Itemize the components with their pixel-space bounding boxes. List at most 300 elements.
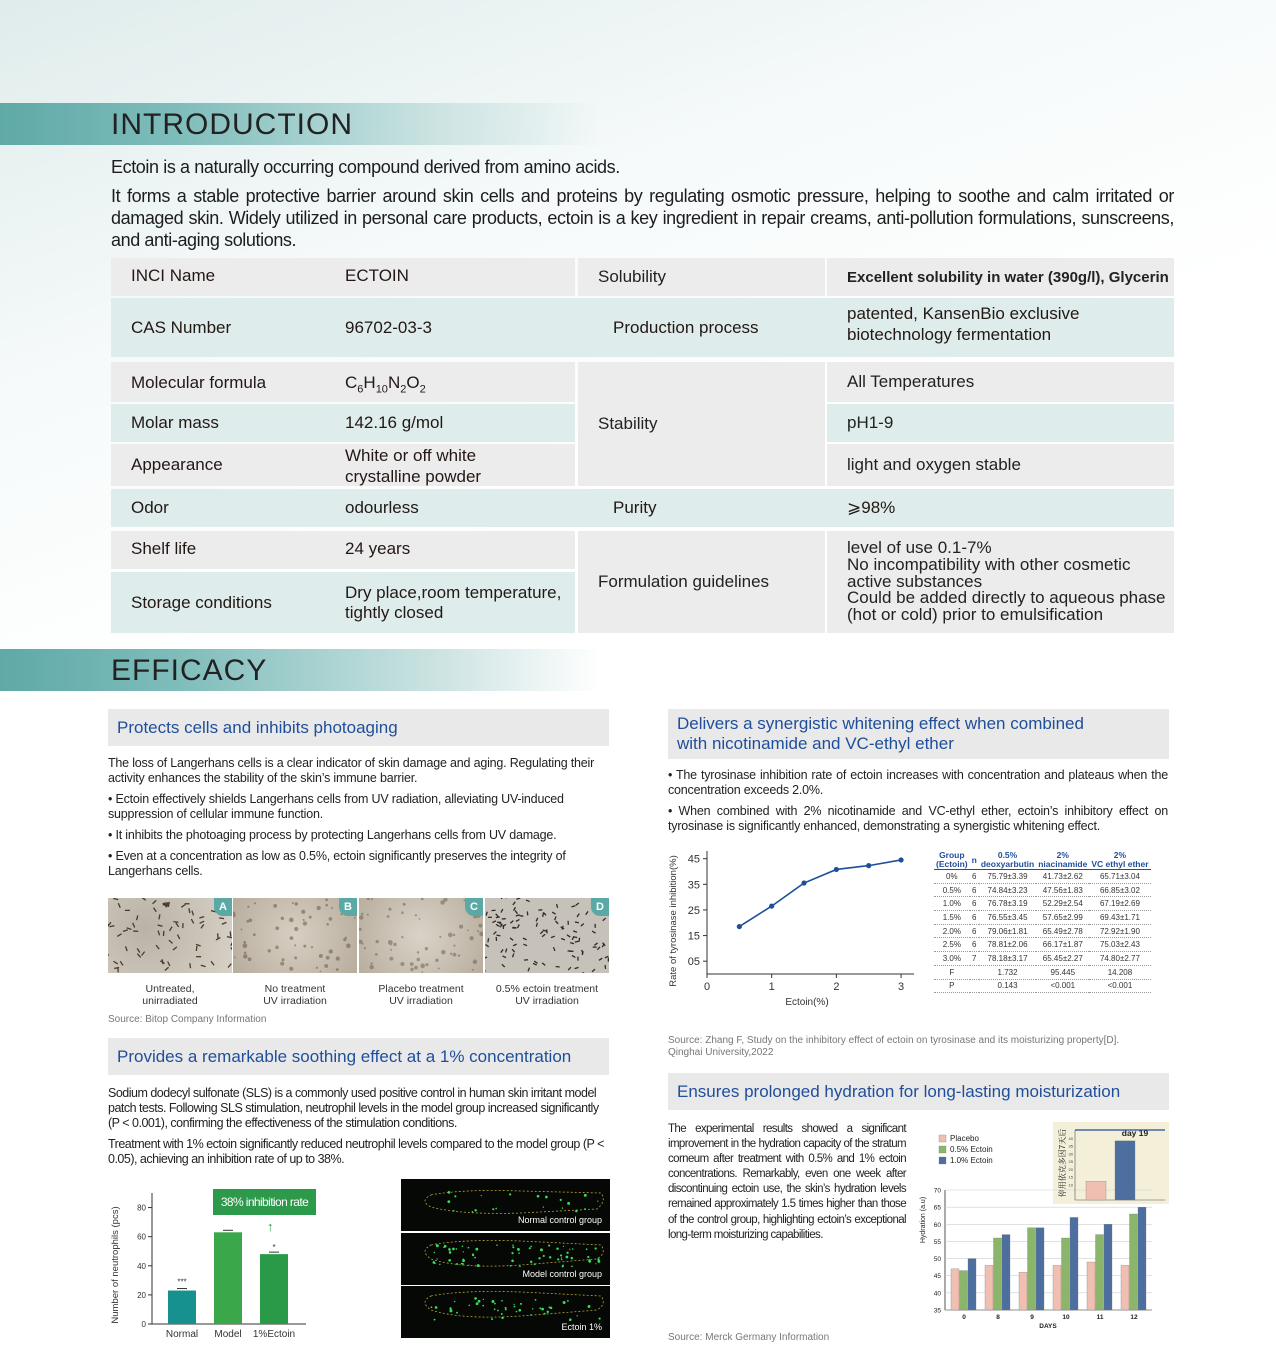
legend-label: Placebo: [950, 1134, 979, 1143]
texture-mark: [366, 898, 369, 900]
tyrosinase-point: [737, 924, 742, 929]
storage-value-line-2: tightly closed: [345, 603, 444, 622]
texture-mark: [326, 956, 330, 960]
texture-mark: [425, 963, 428, 966]
tyrosinase-point: [801, 880, 806, 885]
table-cell: 72.92±1.90: [1089, 924, 1150, 938]
hydration-bar: [1062, 1238, 1070, 1310]
zebrafish-image-model: [401, 1233, 610, 1285]
texture-mark: [421, 971, 423, 973]
hydration-bar: [1053, 1265, 1061, 1310]
texture-mark: [533, 963, 537, 965]
whitening-title-line-2: with nicotinamide and VC-ethyl ether: [677, 734, 954, 753]
fish-label-model: Model control group: [522, 1269, 602, 1279]
texture-mark: [375, 953, 378, 956]
hydration-bar: [1002, 1235, 1010, 1310]
texture-mark: [211, 961, 214, 965]
texture-mark: [289, 967, 293, 971]
formulation-line-4: Could be added directly to aqueous phase: [847, 588, 1166, 608]
table-row: [934, 883, 1151, 897]
legend-swatch: [939, 1135, 946, 1142]
texture-mark: [586, 911, 588, 914]
appearance-label: Appearance: [131, 455, 223, 474]
fluorescence-dot: [562, 1265, 563, 1266]
texture-mark: [241, 928, 243, 930]
fluorescence-dot: [474, 1209, 476, 1211]
fluorescence-dot: [439, 1264, 440, 1265]
formulation-label: [578, 531, 825, 633]
texture-mark: [557, 904, 558, 908]
texture-mark: [570, 943, 574, 944]
hydration-xtick-label: 10: [1062, 1314, 1070, 1321]
texture-mark: [597, 947, 600, 950]
hydration-ytick-label: 45: [933, 1273, 941, 1281]
fluorescence-dot: [496, 1244, 498, 1246]
fluorescence-dot: [462, 1263, 464, 1265]
introduction-header-bar: [0, 103, 600, 145]
texture-mark: [200, 921, 205, 923]
texture-mark: [168, 902, 169, 907]
odor-value: odourless: [345, 498, 419, 517]
fluorescence-dot: [557, 1258, 559, 1260]
texture-mark: [117, 934, 121, 937]
fluorescence-dot: [517, 1248, 520, 1251]
fluorescence-dot: [535, 1299, 537, 1301]
hydration-bar: [1138, 1207, 1146, 1310]
hydration-text: The experimental results showed a significant improvement in the hydration capacity of the stratum corneum after treatment with 0.5% and 1% ectoin concentrations. Remarkably, even one week after discontinuing ectoin use, the skin’s hydration levels remained approximately 1.5 times higher than those of the control group, highlighting ectoin’s exceptional long-term moisturizing capabilities.: [668, 1123, 906, 1241]
texture-mark: [248, 957, 252, 961]
texture-mark: [126, 946, 128, 951]
hydration-bar: [1096, 1235, 1104, 1310]
texture-mark: [526, 900, 530, 901]
fluorescence-dot: [561, 1259, 562, 1260]
fluorescence-dot: [509, 1193, 511, 1195]
neutrophil-category-label: Model: [214, 1329, 242, 1340]
cas-value: 96702-03-3: [345, 318, 432, 337]
texture-mark: [453, 934, 455, 936]
tyrosinase-xtick-label: 3: [898, 981, 905, 993]
fluorescence-dot: [468, 1247, 470, 1249]
texture-mark: [153, 908, 156, 912]
fluorescence-dot: [576, 1315, 577, 1316]
inhibition-badge: 38% inhibition rate: [213, 1189, 316, 1215]
appearance-value-line-2: crystalline powder: [345, 467, 482, 486]
hydration-ytick-label: 70: [933, 1187, 941, 1195]
soothing-title: [108, 1038, 609, 1075]
intro-line-1: Ectoin is a naturally occurring compound derived from amino acids.: [111, 157, 620, 177]
formulation-value: [847, 540, 1166, 624]
fluorescence-dot: [431, 1306, 433, 1308]
tyrosinase-xtick-label: 2: [833, 981, 840, 993]
fluorescence-dot: [537, 1195, 540, 1198]
tyrosinase-ytick-label: 45: [687, 853, 700, 866]
table-cell: 52.29±2.54: [1036, 897, 1089, 911]
texture-mark: [579, 938, 580, 942]
texture-mark: [189, 908, 190, 913]
hydration-ytick-label: 40: [933, 1290, 941, 1298]
fluorescence-dot: [595, 1247, 597, 1249]
fluorescence-dot: [449, 1251, 451, 1253]
fluorescence-dot: [567, 1300, 569, 1302]
stability-temperature-text: All Temperatures: [847, 372, 975, 391]
formula-h: H: [363, 373, 376, 392]
photoaging-p3: • It inhibits the photoaging process by protecting Langerhans cells from UV damage.: [108, 828, 557, 842]
fluorescence-dot: [516, 1311, 518, 1313]
whitening-source: [668, 1035, 1119, 1059]
texture-mark: [108, 955, 109, 957]
texture-mark: [554, 947, 555, 951]
texture-mark: [196, 946, 197, 951]
hydration-title: [668, 1073, 1169, 1110]
fluorescence-dot: [462, 1258, 464, 1260]
storage-label: Storage conditions: [131, 593, 272, 612]
texture-mark: [234, 957, 236, 959]
texture-mark: [592, 969, 595, 972]
table-cell: 1.0%: [934, 897, 970, 911]
significance-mark: *: [272, 1243, 276, 1253]
texture-mark: [219, 918, 224, 919]
fluorescence-dot: [472, 1253, 474, 1255]
stability-light-text: light and oxygen stable: [847, 455, 1021, 474]
tyrosinase-chart: [664, 843, 920, 1013]
hydration-bar: [1104, 1224, 1112, 1310]
texture-mark: [158, 931, 159, 936]
fluorescence-dot: [434, 1262, 436, 1264]
texture-mark: [247, 906, 249, 908]
fluorescence-dot: [453, 1210, 455, 1212]
texture-mark: [583, 972, 586, 973]
table-cell: 2.5%: [934, 938, 970, 952]
texture-mark: [118, 903, 120, 908]
significance-mark: ***: [177, 1277, 187, 1287]
texture-mark: [137, 915, 138, 920]
fluorescence-dot: [447, 1200, 450, 1203]
texture-mark: [469, 936, 473, 940]
neutrophil-ytick-label: 60: [137, 1232, 146, 1242]
texture-mark: [162, 959, 163, 964]
texture-mark: [573, 931, 577, 932]
texture-mark: [542, 934, 545, 937]
texture-mark: [331, 907, 333, 909]
micrograph-a: [108, 898, 232, 973]
neutrophil-category-label: 1%Ectoin: [252, 1329, 296, 1340]
fluorescence-dot: [544, 1313, 546, 1315]
table-row: [934, 938, 1151, 952]
table-cell: 6: [970, 883, 979, 897]
storage-value: [345, 583, 561, 623]
tyrosinase-point: [769, 903, 774, 908]
table-row: [934, 870, 1151, 884]
table-cell: [970, 979, 979, 993]
texture-mark: [295, 902, 299, 906]
formulation-line-5: (hot or cold) prior to emulsification: [847, 605, 1104, 625]
texture-mark: [336, 957, 340, 961]
appearance-value-line-1: White or off white: [345, 446, 477, 465]
fluorescence-dot: [561, 1257, 562, 1258]
inset-title: day 19: [1121, 1128, 1149, 1138]
shelf-label: Shelf life: [131, 539, 197, 558]
tyrosinase-point: [866, 863, 871, 868]
fluorescence-dot: [597, 1260, 600, 1263]
texture-mark: [249, 918, 253, 922]
fluorescence-dot: [436, 1258, 437, 1259]
soothing-p1: Sodium dodecyl sulfonate (SLS) is a commonly used positive control in human skin irritant model patch tests. Following SLS stimulation, neutrophil levels in the model group increased significantly (P < 0.001), confirming the effectiveness of the stimulation conditions.: [108, 1086, 599, 1130]
table-cell: 65.45±2.27: [1036, 952, 1089, 966]
table-header: n: [970, 851, 979, 870]
stability-light: [827, 444, 1174, 486]
formulation-line-2: No incompatibility with other cosmetic: [847, 554, 1131, 574]
whitening-title-line-1: Delivers a synergistic whitening effect when combined: [677, 714, 1084, 733]
table-cell: 74.80±2.77: [1089, 952, 1150, 966]
hydration-ytick-label: 65: [933, 1204, 941, 1212]
texture-mark: [113, 898, 118, 899]
formula-c: C: [345, 373, 358, 392]
fluorescence-dot: [491, 1300, 494, 1303]
hydration-bar: [985, 1265, 993, 1310]
hydration-xlabel: DAYS: [1039, 1323, 1057, 1330]
micrograph-c: [359, 898, 483, 973]
texture-mark: [555, 921, 558, 924]
whitening-source-line-1: Source: Zhang F, Study on the inhibitory effect of ectoin on tyrosinase and its moisturizing property[D].: [668, 1035, 1120, 1046]
texture-mark: [414, 966, 418, 970]
neutrophil-bar: [168, 1291, 196, 1324]
table-cell: [970, 965, 979, 979]
solubility-label-text: Solubility: [598, 267, 667, 286]
texture-mark: [137, 954, 140, 958]
hydration-ytick-label: 35: [933, 1307, 941, 1315]
table-cell: 78.18±3.17: [979, 952, 1036, 966]
fluorescence-dot: [456, 1248, 458, 1250]
texture-mark: [303, 945, 306, 948]
fluorescence-dot: [556, 1248, 558, 1250]
texture-mark: [575, 922, 579, 923]
zebrafish-image-ectoin: [401, 1286, 610, 1338]
texture-mark: [603, 918, 606, 921]
fluorescence-dot: [584, 1194, 587, 1197]
hydration-bar: [1087, 1262, 1095, 1310]
texture-mark: [540, 931, 543, 934]
molar-value: 142.16 g/mol: [345, 413, 444, 432]
fluorescence-dot: [588, 1260, 591, 1263]
inset-ytick-label: 15: [1068, 1174, 1073, 1180]
texture-mark: [512, 949, 515, 952]
texture-mark: [173, 947, 177, 950]
table-cell: 1.732: [979, 965, 1036, 979]
table-row: [934, 911, 1151, 925]
neutrophil-category-label: Normal: [165, 1329, 199, 1340]
texture-mark: [275, 946, 278, 949]
legend-swatch: [939, 1157, 946, 1164]
texture-mark: [201, 965, 206, 966]
fluorescence-dot: [481, 1195, 482, 1196]
fluorescence-dot: [494, 1303, 496, 1305]
fluorescence-dot: [463, 1251, 464, 1252]
texture-mark: [371, 898, 373, 900]
fluorescence-dot: [562, 1207, 563, 1208]
odor-label: Odor: [131, 498, 169, 517]
table-header: 2% VC ethyl ether: [1091, 850, 1149, 869]
table-cell: 78.81±2.06: [979, 938, 1036, 952]
texture-mark: [571, 906, 575, 907]
table-cell: 0%: [934, 870, 970, 884]
fluorescence-dot: [560, 1199, 562, 1201]
inset-ylabel: 停用依克多因7天后: [1058, 1128, 1067, 1198]
table-cell: 47.56±1.83: [1036, 883, 1089, 897]
fluorescence-dot: [505, 1309, 507, 1311]
fluorescence-dot: [566, 1256, 569, 1259]
fluorescence-dot: [474, 1257, 476, 1259]
texture-mark: [254, 902, 256, 904]
texture-mark: [516, 898, 520, 899]
fluorescence-dot: [501, 1313, 503, 1315]
inset-ytick-label: 30: [1068, 1151, 1073, 1157]
texture-mark: [496, 924, 499, 926]
caption-a: [108, 983, 232, 1007]
table-cell: 95.445: [1036, 965, 1089, 979]
shelf-value: 24 years: [345, 539, 411, 558]
texture-mark: [582, 950, 583, 954]
texture-mark: [510, 938, 513, 941]
texture-mark: [393, 943, 396, 946]
texture-mark: [410, 968, 413, 971]
tyrosinase-xtick-label: 1: [768, 981, 775, 993]
neutrophil-bar: [260, 1254, 288, 1324]
panel-letter-c: C: [465, 898, 483, 916]
tyrosinase-ylabel: Rate of tyrosinase inhibition(%): [668, 855, 679, 987]
fluorescence-dot: [456, 1312, 458, 1314]
fluorescence-dot: [477, 1264, 480, 1267]
formula-n: N: [387, 373, 401, 392]
formula-label: Molecular formula: [131, 373, 267, 392]
texture-mark: [523, 944, 527, 946]
fluorescence-dot: [474, 1297, 477, 1300]
fluorescence-dot: [483, 1299, 484, 1300]
texture-mark: [536, 918, 538, 922]
fluorescence-dot: [475, 1248, 478, 1251]
texture-mark: [156, 945, 159, 949]
texture-mark: [346, 943, 351, 948]
table-header: Group (Ectoin): [936, 850, 968, 869]
texture-mark: [513, 953, 514, 957]
fluorescence-dot: [512, 1246, 514, 1248]
fluorescence-dot: [549, 1256, 551, 1258]
texture-mark: [329, 917, 333, 921]
table-cell: 75.79±3.39: [979, 870, 1036, 884]
texture-mark: [534, 961, 537, 963]
texture-mark: [201, 924, 204, 928]
fluorescence-dot: [497, 1310, 499, 1312]
fluorescence-dot: [456, 1263, 458, 1265]
texture-mark: [227, 937, 232, 938]
texture-mark: [523, 938, 527, 940]
tyrosinase-ytick-label: 15: [687, 930, 700, 943]
texture-mark: [359, 928, 362, 931]
texture-mark: [292, 902, 294, 904]
texture-mark: [133, 923, 135, 928]
texture-mark: [552, 912, 555, 914]
texture-mark: [282, 958, 285, 961]
production-value-line-2: biotechnology fermentation: [847, 325, 1052, 344]
texture-mark: [243, 941, 246, 944]
table-cell: 41.73±2.62: [1036, 870, 1089, 884]
caption-a-line-2: unirradiated: [142, 995, 198, 1007]
texture-mark: [388, 908, 391, 911]
whitening-p1: • The tyrosinase inhibition rate of ectoin increases with concentration and plateaus when the concentration exceeds 2.0%.: [668, 768, 1168, 797]
tyrosinase-xtick-label: 0: [703, 981, 711, 993]
fluorescence-dot: [520, 1303, 522, 1305]
hydration-bar: [1036, 1228, 1044, 1310]
texture-mark: [301, 910, 305, 914]
caption-b-line-2: UV irradiation: [263, 995, 327, 1007]
texture-mark: [159, 914, 160, 919]
fluorescence-dot: [492, 1208, 494, 1210]
neutrophil-bar: [214, 1232, 242, 1324]
stability-ph: [827, 404, 1174, 442]
introduction-heading: INTRODUCTION: [111, 108, 353, 141]
texture-mark: [303, 921, 307, 925]
storage-value-line-1: Dry place,room temperature,: [345, 583, 562, 602]
hydration-ytick-label: 50: [933, 1256, 941, 1264]
texture-mark: [592, 931, 595, 933]
fluorescence-dot: [548, 1245, 550, 1247]
texture-mark: [176, 923, 179, 927]
texture-mark: [513, 927, 517, 928]
hydration-bar: [1070, 1217, 1078, 1310]
fluorescence-dot: [540, 1248, 543, 1251]
table-cell: 6: [970, 897, 979, 911]
hydration-xtick-label: 8: [996, 1314, 1000, 1321]
table-cell: F: [934, 965, 970, 979]
fluorescence-dot: [572, 1248, 574, 1250]
neutrophil-ytick-label: 0: [141, 1320, 146, 1329]
texture-mark: [501, 949, 503, 952]
whitening-title: [668, 709, 1169, 759]
texture-mark: [294, 927, 298, 931]
stability-temperature: [827, 362, 1174, 402]
texture-mark: [191, 919, 193, 923]
table-cell: 3.0%: [934, 952, 970, 966]
fluorescence-dot: [545, 1196, 548, 1199]
neutrophil-ytick-label: 80: [137, 1203, 146, 1213]
photoaging-p2: • Ectoin effectively shields Langerhans cells from UV radiation, alleviating UV-induced suppression of cellular immune function.: [108, 792, 564, 821]
fluorescence-dot: [482, 1305, 484, 1307]
texture-mark: [478, 924, 482, 928]
table-row: [934, 924, 1151, 938]
production-label: Production process: [613, 318, 759, 337]
legend-swatch: [939, 1146, 946, 1153]
stability-label: [578, 362, 825, 486]
caption-d-line-1: 0.5% ectoin treatment: [495, 983, 599, 995]
texture-mark: [473, 960, 477, 964]
table-cell: <0.001: [1036, 979, 1089, 993]
fluorescence-dot: [468, 1264, 469, 1265]
texture-mark: [158, 925, 163, 926]
texture-mark: [572, 936, 574, 940]
texture-mark: [123, 930, 128, 931]
texture-mark: [561, 939, 565, 940]
texture-mark: [542, 963, 545, 965]
texture-mark: [273, 904, 277, 908]
texture-mark: [169, 927, 172, 931]
fluorescence-dot: [532, 1308, 533, 1309]
texture-mark: [485, 944, 488, 946]
texture-mark: [281, 917, 284, 920]
hydration-bar: [1028, 1228, 1036, 1310]
tyrosinase-ytick-label: 35: [687, 879, 700, 892]
formulation-line-1: level of use 0.1-7%: [847, 538, 992, 557]
hydration-title-text: Ensures prolonged hydration for long-lasting moisturization: [677, 1081, 1121, 1101]
texture-mark: [453, 945, 455, 947]
